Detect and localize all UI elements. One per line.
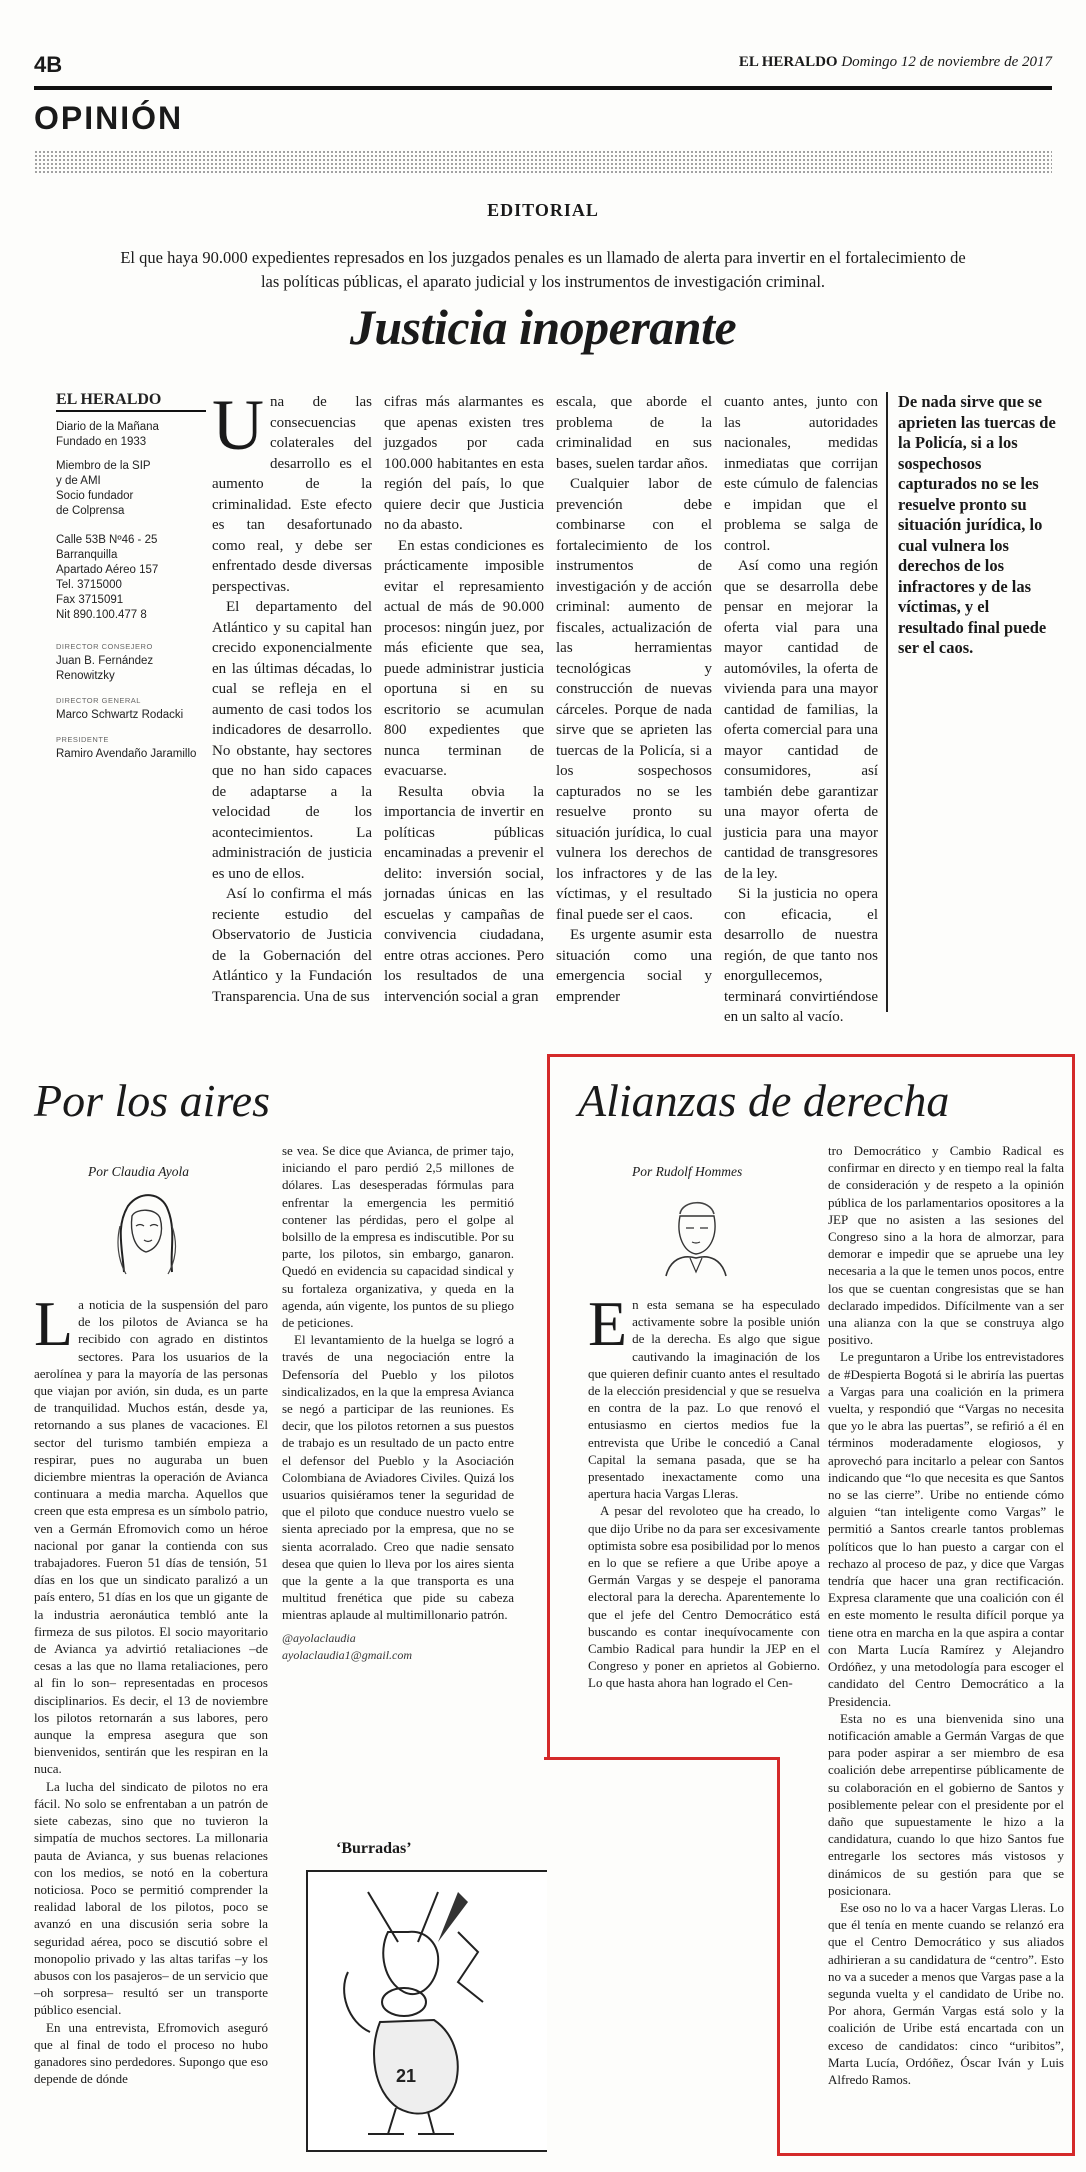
masthead-line: de Colprensa — [56, 505, 125, 517]
column-paragraph: Le preguntaron a Uribe los entrevistadores de #Despierta Bogotá si le abriría las puertas a Vargas para una coalición en la primera vuelta, y respondió que “Vargas no necesita que yo le abra las puertas”, se refirió a él en términos moderadamente elogiosos, y aprovechó para incitarlo a pelear con Santos indicando que “lo que necesita es que Santos no se las cierre”. Uribe no entiende cómo alguien “tan inteligente como Vargas” le permitió a Santos crearle tantos problemas políticos que lo han puesto a cargar con el rechazo al proceso de paz, y dice que Vargas tendría que hacer una gran rectificación. Expresa claramente que una coalición con él en este momento le resulta difícil porque ya tiene otra en marcha en la que aspira a contar con Marta Lucía Ramírez y Alejandro Ordóñez, y una metodología para escoger el candidato del Centro Democrático a la Presidencia. — [828, 1349, 1064, 1709]
cartoon-title: ‘Burradas’ — [336, 1840, 412, 1857]
staff-name: Juan B. Fernández Renowitzky — [56, 655, 154, 682]
paper-dateline — [739, 54, 1052, 71]
masthead-line: Socio fundador — [56, 490, 134, 502]
highlight-box-edge — [544, 1757, 780, 1760]
masthead-line: Fundado en 1933 — [56, 436, 147, 448]
column-paragraph: En una entrevista, Efromovich aseguró que al final de todo el proceso no hubo ganadores sino perdedores. Supongo que eso depende de dónde — [34, 2019, 268, 2087]
author-portrait-sketch — [106, 1186, 186, 1278]
editorial-column-4 — [724, 392, 878, 1028]
column-paragraph: El levantamiento de la huelga se logró a través de una negociación entre la Defensoría del Pueblo y los pilotos sindicalizados, en la que la empresa Avianca se negó a participar de las reuniones. Es decir, que los pilotos retornen a sus puestos de trabajo es un resultado de un pacto entre el defensor del Pueblo y la Asociación Colombiana de Aviadores Civiles. Quizá los usuarios quisiéramos tener la seguridad de que el piloto que conduce nuestro vuelo se sienta apreciado por la empresa, que no se sienta acorralado. Creo que nadie sensato desea que quien lo lleva por los aires sienta que la gente a la que transporta es una multitud frenética que pide su cabeza mientras aplaude al multimillonario patrón. — [282, 1332, 514, 1623]
masthead-line: Calle 53B Nº46 - 25 — [56, 534, 158, 546]
column-title-alianzas-de-derecha: Alianzas de derecha — [578, 1075, 950, 1126]
byline-rudolf-hommes: Por Rudolf Hommes — [632, 1164, 743, 1179]
column2-col-a — [588, 1288, 820, 1692]
highlight-box-edge — [777, 1757, 780, 2156]
dotted-band — [34, 150, 1052, 174]
editorial-dropcap: U — [212, 385, 264, 465]
editorial-paragraph: En estas condiciones es prácticamente imposible evitar el represamiento actual de más de 90.000 procesos: ningún juez, por más eficiente que sea, puede administrar justicia oportuna si en su escritorio se acumulan 800 expedientes que nunca terminan de evacuarse. — [384, 537, 544, 779]
masthead-line: Miembro de la SIP — [56, 460, 151, 472]
editorial-title: Justicia inoperante — [349, 299, 737, 355]
masthead-line: Fax 3715091 — [56, 594, 124, 606]
editorial-paragraph: Así como una región que se desarrolla debe pensar en mejorar la oferta vial para una mayor cantidad de automóviles, la oferta de vivienda para una mayor cantidad de familias, la oferta comercial para una mayor cantidad de consumidores, así también debe garantizar una mayor oferta de justicia para una mayor cantidad de transgresores de la ley. — [724, 558, 878, 882]
staff-role: DIRECTOR CONSEJERO — [56, 642, 153, 651]
masthead-line: Barranquilla — [56, 549, 118, 561]
editorial-paragraph: cifras más alarmantes es que apenas existen tres juzgados por cada 100.000 habitantes en esta región del país, lo que quiere decir que Justicia no da abasto. — [384, 394, 544, 533]
editorial-paragraph: escala, que aborde el problema de la criminalidad en sus bases, suelen tardar años. — [556, 394, 712, 472]
masthead-name: EL HERALDO — [56, 392, 206, 412]
cartoon-jersey-left: 21 — [395, 2066, 417, 2086]
masthead-staff-1 — [56, 639, 206, 684]
masthead-address — [56, 533, 206, 623]
staff-role: DIRECTOR GENERAL — [56, 696, 141, 705]
column-title-por-los-aires: Por los aires — [34, 1075, 270, 1126]
highlight-box-notch — [547, 1760, 777, 2156]
editorial-paragraph: Resulta obvia la importancia de invertir en políticas públicas encaminadas a prevenir el delito: inversión social, jornadas únicas en las escuelas y campañas de convivencia ciudadana, entre otras acciones. Pero los resultados de una intervención social a gran — [384, 783, 544, 1005]
column2-dropcap: E — [588, 1288, 628, 1359]
editorial-paragraph: Si la justicia no opera con eficacia, el desarrollo de nuestra región, de que tanto nos enorgullecemos, terminará convirtiéndose en un salto al vacío. — [724, 886, 878, 1025]
column-paragraph: La lucha del sindicato de pilotos no era fácil. No solo se enfrentaban a un patrón de siete cabezas, sino que no tuvieron la simpatía de muchos sectores. La millonaria pauta de Avianca, y sus buenas relaciones con los medios, se notó en la cobertura noticiosa. Poco se permitió comprender la realidad laboral de los pilotos, poco se avanzó en una discusión seria sobre la seguridad aérea, poco se discutió sobre el monopolio privado y las altas tarifas –y los abusos con los pasajeros– de un servicio que –oh sorpresa– resultó ser un transporte público esencial. — [34, 1778, 268, 2018]
column-paragraph: Esta no es una bienvenida sino una notificación amable a Germán Vargas de que para poder aspirar a ser miembro de esa coalición debe arrepentirse públicamente de su colaboración en el gobierno de Santos y posiblemente pelear con el presidente por el daño que supuestamente le hizo a la candidatura, cuando lo que hizo Santos fue entregarle los sectores más vistosos y dinámicos de su gestión para que se posicionara. — [828, 1710, 1064, 1898]
editorial-paragraph: cuanto antes, junto con las autoridades nacionales, medidas inmediatas que corrijan este cúmulo de falencias e impidan que el problema se salga de control. — [724, 394, 878, 554]
paper-name: EL HERALDO — [738, 54, 838, 70]
editorial-paragraph: na de las consecuencias colaterales del desarrollo es el aumento de la criminalidad. Este efecto es tan desafortunado como real, y debe ser enfrentado desde diversas perspectivas. — [212, 394, 372, 595]
header-rule — [34, 86, 1052, 90]
masthead-line: y de AMI — [56, 475, 101, 487]
column-paragraph: tro Democrático y Cambio Radical es confirmar en directo y en tiempo real la falta de consideración y de respeto a la opinión pública de los parlamentarios opositores a la JEP que no asisten a las sesiones del Congreso sino a la hora de almorzar, para demorar e impedir que se apruebe una ley necesaria a la que le temen unos pocos, entre los que se cuentan congresistas que se han declarado impedidos. Difícilmente van a ser una alianza con la que se construya algo positivo. — [828, 1143, 1064, 1348]
editorial-label: EDITORIAL — [487, 200, 599, 220]
column-paragraph: se vea. Se dice que Avianca, de primer tajo, iniciando el paro perdió 2,5 millones de dólares. Las desesperadas fórmulas para enfrentar la emergencia les permitió contener las pérdidas, pero el golpe al bolsillo de la empresa es indiscutible. Por su parte, los pilotos, sin embargo, ganaron. Quedó en evidencia su capacidad sindical y su fortaleza organizativa, y queda en la agenda, aún vigente, los puntos de su pliego de peticiones. — [282, 1143, 514, 1331]
issue-date: Domingo 12 de noviembre de 2017 — [841, 54, 1052, 70]
editorial-column-3 — [556, 392, 712, 1007]
editorial-paragraph: Es urgente asumir esta situación como una emergencia social y emprender — [556, 927, 712, 1005]
masthead-staff-3 — [56, 732, 206, 762]
column-paragraph: a noticia de la suspensión del paro de los pilotos de Avianca se ha recibido con agrado en distintos sectores. Para los usuarios de la aerolínea y para la mayoría de las personas que viajan por avión, sin duda, es un parte de tranquilidad. Muchos están, desde ya, retornando a sus planes de vacaciones. El sector del turismo también empieza a respirar, pues no auguraba un buen diciembre mientras la operación de Avianca continuara a media marcha. Aquellos que creen que esta empresa es un símbolo patrio, ven a Germán Efromovich como un héroe nacional por ganar la contienda con sus trabajadores. Fueron 51 días de tensión, 51 días en los que un sindicato paralizó a un país entero, 51 días en los que un gigante de la industria aeronáutica tembló ante la firmeza de sus pilotos. El socio mayoritario de Avianca ya advirtió retaliaciones –de cesas a las que no llama retaliaciones, pero al fin lo son– representadas en procesos disciplinarios. Es decir, el 13 de noviembre los pilotos retornarán a sus labores, pero aunque la empresa asegura que son bienvenidos, sentirán que les respiran en la nuca. — [34, 1297, 268, 1777]
author-twitter-handle: @ayolaclaudia — [282, 1630, 356, 1645]
editorial-paragraph: El departamento del Atlántico y su capital han crecido exponencialmente en las últimas décadas, lo cual se refleja en el aumento de casi todos los indicadores de desarrollo. No obstante, hay sectores que no han sido capaces de adaptarse a la velocidad de los acontecimientos. La administración de justicia es uno de ellos. — [212, 599, 372, 882]
column1-col-a — [34, 1288, 268, 2087]
staff-name: Marco Schwartz Rodacki — [56, 709, 184, 721]
masthead — [56, 392, 206, 771]
editorial-column-2 — [384, 392, 544, 1007]
byline-claudia-ayola: Por Claudia Ayola — [88, 1164, 190, 1179]
column-paragraph: A pesar del revoloteo que ha creado, lo que dijo Uribe no da para ser excesivamente optimista sobre esa posibilidad por lo menos en lo que se refiere a que Uribe apoye a Germán Vargas y se despeje el panorama electoral para la derecha. Aparentemente lo que el jefe del Centro Democrático está buscando es contar inequívocamente con Cambio Radical para hundir la JEP en el Congreso y poner en aprietos al Gobierno. Lo que hasta ahora han logrado el Cen- — [588, 1503, 820, 1691]
staff-role: PRESIDENTE — [56, 735, 109, 744]
editorial-deck: El que haya 90.000 expedientes represados en los juzgados penales es un llamado de alerta para invertir en el fortalecimiento de las políticas públicas, el aparato judicial y los instrumentos de investigación criminal. — [120, 248, 966, 291]
column1-col-b — [282, 1142, 514, 1664]
column1-dropcap: L — [34, 1288, 74, 1359]
section-title: OPINIÓN — [34, 100, 184, 136]
masthead-block-2 — [56, 459, 206, 519]
author-portrait-sketch — [656, 1186, 736, 1278]
masthead-line: Nit 890.100.477 8 — [56, 609, 147, 621]
column-paragraph: Ese oso no lo va a hacer Vargas Lleras. Lo que él tenía en mente cuando se relanzó era que el Centro Democrático y sus aliados adhirieran a su candidatura de “centro”. Esto no va a suceder a menos que Vargas pase a la segunda vuelta y el candidato de Uribe no. Por ahora, Germán Vargas está solo y la coalición de Uribe está encartada con un exceso de candidatos: cinco “uribitos”, Marta Lucía, Ordóñez, Óscar Iván y Luis Alfredo Ramos. — [828, 1899, 1064, 2087]
editorial-paragraph: Así lo confirma el más reciente estudio del Observatorio de Justicia de la Gobernación del Atlántico y la Fundación Transparencia. Una de sus — [212, 886, 372, 1005]
masthead-line: Apartado Aéreo 157 — [56, 564, 159, 576]
editorial-paragraph: Cualquier labor de prevención debe combinarse con el fortalecimiento de los instrumentos de investigación y de acción criminal: aumento de fiscales, actualización de las herramientas tecnológicas y construcción de nuevas cárceles. Porque de nada sirve que se aprieten las tuercas de la Policía, si a los sospechosos capturados no se les resuelve pronto su situación jurídica, lo cual vulnera los derechos de los infractores y de las víctimas, y el resultado final puede ser el caos. — [556, 476, 712, 923]
column-paragraph: n esta semana se ha especulado activamente sobre la posible unión de la derecha. Es algo que sigue cautivando la imaginación de los que quieren definir cuanto antes el resultado de la elección presidencial y que se resuelva en contra de la paz. Lo que renovó el entusiasmo en ciertos medios fue la entrevista que Uribe le concedió a Canal Capital la semana pasada, que se ha presentado inexactamente como una apertura hacia Vargas Lleras. — [588, 1297, 820, 1502]
column2-col-b — [828, 1142, 1064, 2088]
masthead-line: Diario de la Mañana — [56, 421, 159, 433]
editorial-column-1 — [212, 385, 372, 1007]
masthead-line: Tel. 3715000 — [56, 579, 122, 591]
staff-name: Ramiro Avendaño Jaramillo — [56, 748, 197, 760]
author-email: ayolaclaudia1@gmail.com — [282, 1647, 413, 1662]
editorial-pullquote: De nada sirve que se aprieten las tuercas de la Policía, si a los sospechosos capturados no se les resuelve pronto su situación jurídica, lo cual vulnera los derechos de los infractores y de las víctimas, y el resultado final puede ser el caos. — [898, 392, 1056, 657]
page-number: 4B — [34, 52, 63, 77]
masthead-staff-2 — [56, 693, 206, 723]
masthead-block-1 — [56, 420, 206, 450]
pullquote-rule — [886, 392, 888, 1012]
